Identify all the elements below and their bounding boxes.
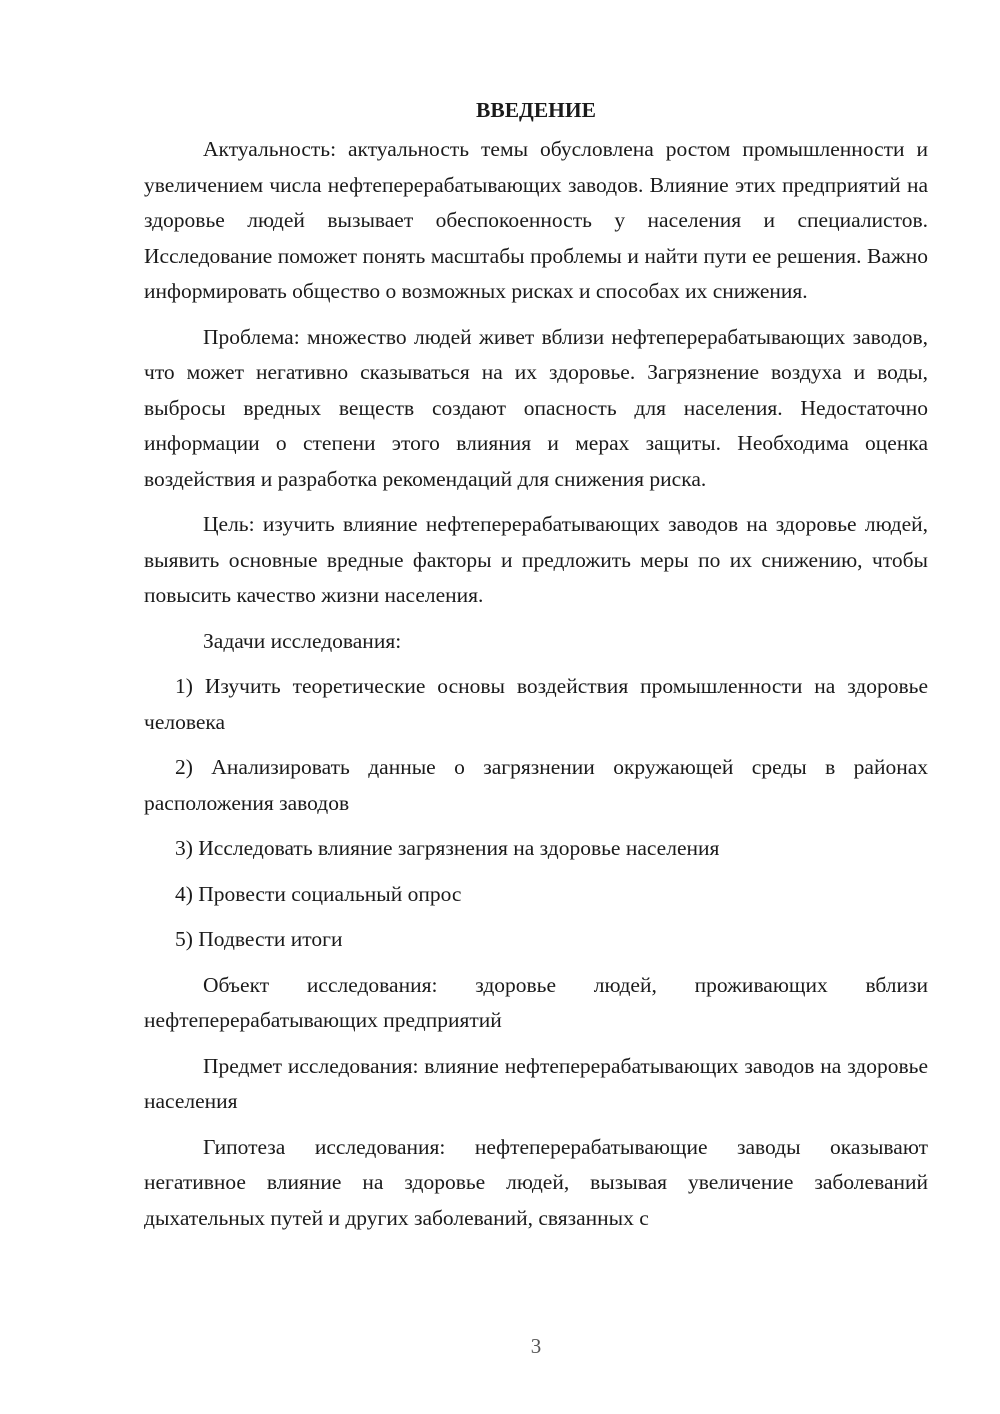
section-title: ВВЕДЕНИЕ — [476, 98, 596, 122]
document-page — [144, 92, 928, 1236]
paragraph-hypothesis: Гипотеза исследования: нефтеперерабатывающие заводы оказывают негативное влияние на здоровье людей, вызывая увеличение заболеваний дыхательных путей и других заболеваний, связанных с — [144, 1134, 928, 1230]
paragraph-relevance: Актуальность: актуальность темы обусловлена ростом промышленности и увеличением числа нефтеперерабатывающих заводов. Влияние этих предприятий на здоровье людей вызывает обеспокоенность у населения и специалистов. Исследование поможет понять масштабы проблемы и найти пути ее решения. Важно информировать общество о возможных рисках и способах их снижения. — [144, 137, 928, 303]
page-number: 3 — [530, 1334, 542, 1358]
task-item-2: 2) Анализировать данные о загрязнении окружающей среды в районах расположения заводов — [144, 755, 928, 815]
paragraph-tasks-heading: Задачи исследования: — [203, 628, 402, 653]
paragraph-object: Объект исследования: здоровье людей, проживающих вблизи нефтеперерабатывающих предприятий — [144, 972, 928, 1032]
task-item-3: 3) Исследовать влияние загрязнения на здоровье населения — [175, 836, 720, 860]
task-item-5: 5) Подвести итоги — [175, 927, 343, 951]
task-item-4: 4) Провести социальный опрос — [175, 881, 462, 906]
task-item-1: 1) Изучить теоретические основы воздействия промышленности на здоровье человека — [144, 674, 928, 734]
paragraph-goal: Цель: изучить влияние нефтеперерабатывающих заводов на здоровье людей, выявить основные вредные факторы и предложить меры по их снижению, чтобы повысить качество жизни населения. — [144, 512, 928, 607]
paragraph-problem: Проблема: множество людей живет вблизи нефтеперерабатывающих заводов, что может негативно сказываться на их здоровье. Загрязнение воздуха и воды, выбросы вредных веществ создают опасность для населения. Недостаточно информации о степени этого влияния и мерах защиты. Необходима оценка воздействия и разработка рекомендаций для снижения риска. — [144, 324, 928, 491]
paragraph-subject: Предмет исследования: влияние нефтеперерабатывающих заводов на здоровье населения — [144, 1053, 928, 1113]
